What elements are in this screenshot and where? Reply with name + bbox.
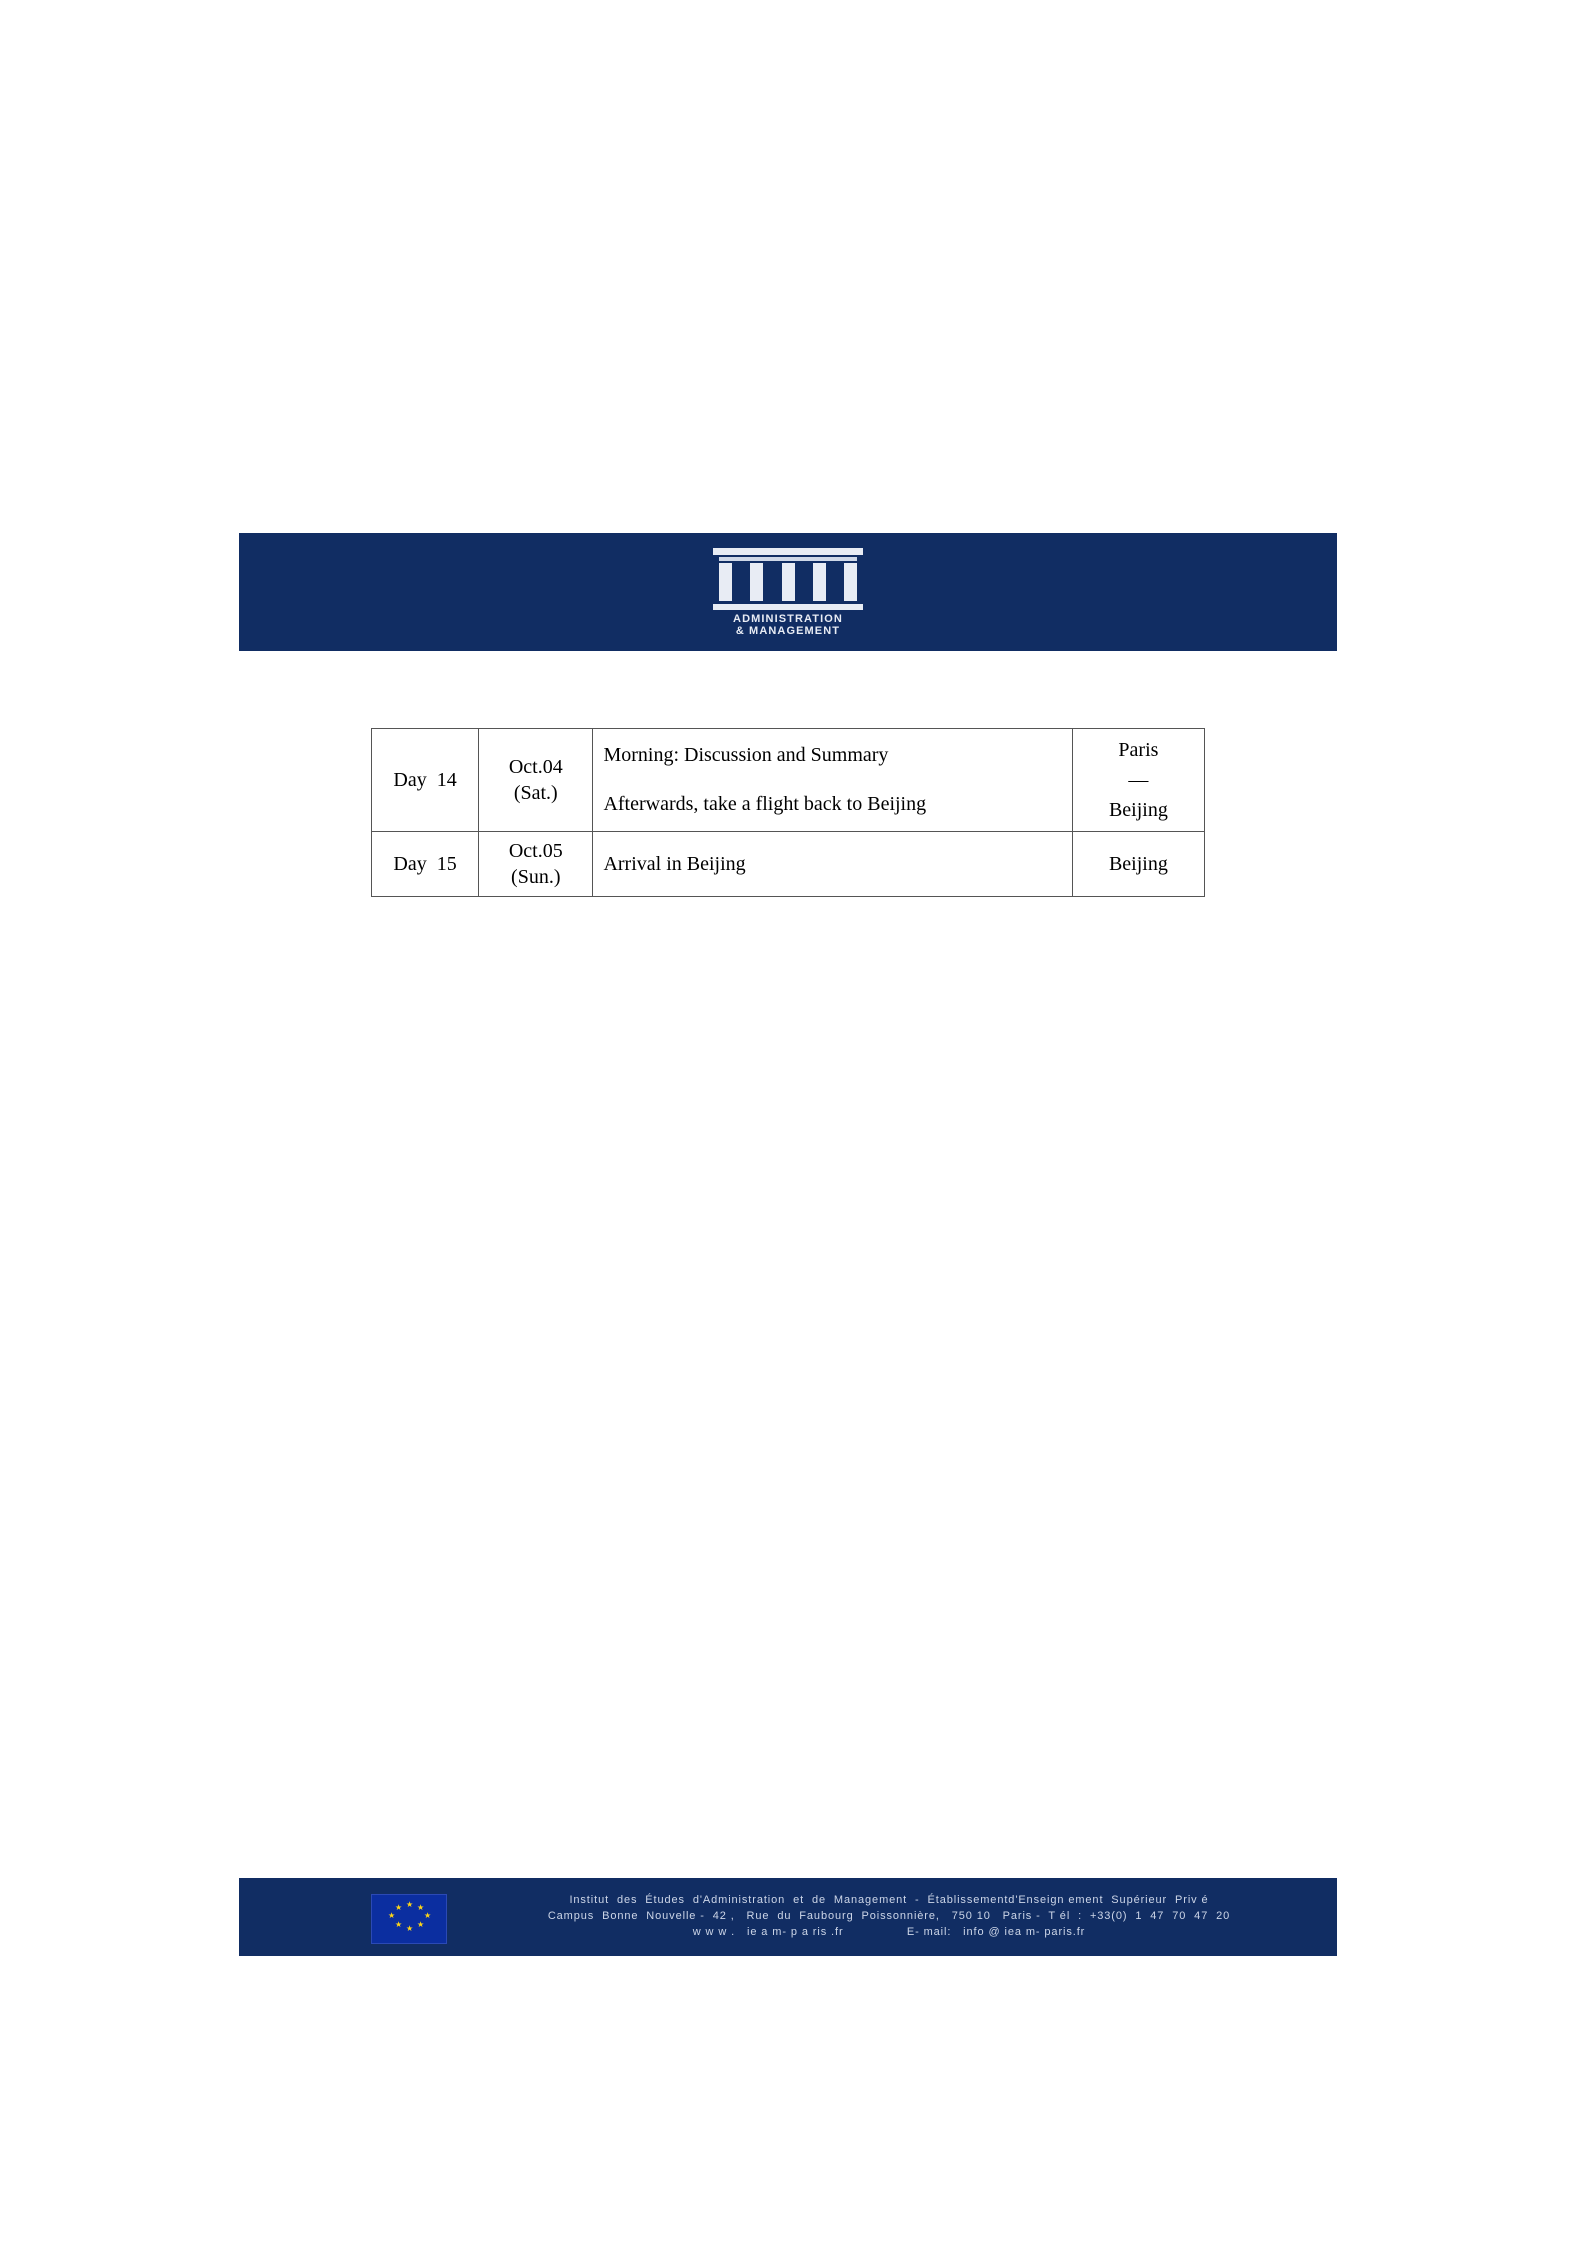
date-line-1: Oct.05 xyxy=(508,840,563,862)
place-line-2: — xyxy=(1128,769,1149,791)
cell-date xyxy=(479,729,593,832)
table-row xyxy=(372,832,1205,897)
ieam-logo xyxy=(708,544,868,640)
cell-place xyxy=(1072,832,1204,897)
activity-line: Arrival in Beijing xyxy=(603,852,746,875)
cell-activity xyxy=(593,832,1072,897)
schedule-table xyxy=(371,728,1205,897)
activity-line: Afterwards, take a flight back to Beijing xyxy=(603,793,927,815)
footer-line-3: w w w . ie a m- p a ris .fr E- mail: info @ iea m- paris.fr xyxy=(692,1926,1086,1938)
place-line-1: Paris xyxy=(1118,739,1159,761)
date-line-2: (Sat.) xyxy=(513,782,558,804)
place-line-3: Beijing xyxy=(1108,799,1168,821)
cell-place xyxy=(1072,729,1204,832)
eu-flag-icon: ★ ★ ★ ★ ★ ★ ★ ★ xyxy=(371,1894,447,1944)
page-footer-band xyxy=(239,1878,1337,1956)
footer-text xyxy=(454,1892,1324,1940)
activity-line: Morning: Discussion and Summary xyxy=(603,744,889,766)
table-row xyxy=(372,729,1205,832)
date-line-1: Oct.04 xyxy=(508,756,563,778)
page-header-band xyxy=(239,533,1337,651)
logo-subtitle-line-1: ADMINISTRATION xyxy=(733,612,843,625)
footer-line-2: Campus Bonne Nouvelle - 42 , Rue du Faubourg Poissonnière, 750 10 Paris - T él : +33(0) 1 47 70 47 20 xyxy=(547,1910,1231,1922)
cell-activity xyxy=(593,729,1072,832)
logo-subtitle xyxy=(733,613,843,637)
logo-subtitle-line-2: & MANAGEMENT xyxy=(735,624,841,637)
cell-date xyxy=(479,832,593,897)
place-line-1: Beijing xyxy=(1108,853,1168,875)
cell-day xyxy=(372,729,479,832)
date-line-2: (Sun.) xyxy=(511,866,561,888)
footer-line-1: Institut des Études d'Administration et de Management - Établissementd'Enseign ement Supérieur Priv é xyxy=(569,1894,1209,1906)
cell-day xyxy=(372,832,479,897)
day-label: Day 15 xyxy=(393,852,457,875)
day-label: Day 14 xyxy=(393,768,457,791)
temple-icon xyxy=(713,548,863,610)
